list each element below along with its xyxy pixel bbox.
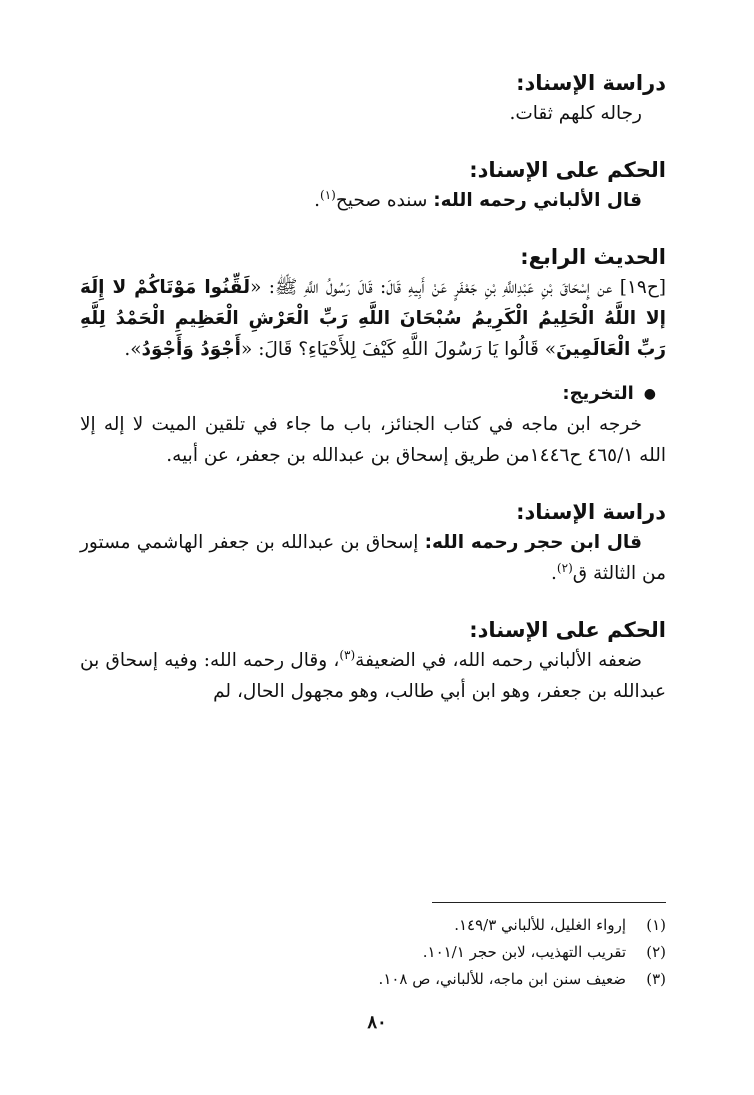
- ruling-end: .: [314, 190, 320, 211]
- footnote-number: (٢): [646, 943, 666, 961]
- albani-weak-text-1: ضعفه الألباني رحمه الله، في الضعيفة: [355, 650, 642, 671]
- section-heading-isnad-ruling-2: الحكم على الإسناد:: [469, 618, 666, 642]
- bullet-icon: ●: [643, 386, 656, 402]
- footnote-ref-1: (١): [320, 187, 336, 202]
- isnad-study-text: رجاله كلهم ثقات.: [509, 103, 642, 124]
- footnote-item: [80, 912, 666, 939]
- isnad-ruling-paragraph: [80, 185, 666, 216]
- footnotes: [80, 912, 666, 993]
- ibn-hajar-paragraph: [80, 527, 666, 589]
- footnote-text: ضعيف سنن ابن ماجه، للألباني، ص ١٠٨.: [378, 970, 626, 988]
- section-heading-takhrij: التخريج:: [562, 383, 634, 404]
- hadith-matn-1: لَقِّنُوا مَوْتَاكُمْ لا إِلَهَ إلا اللَّهُ الْحَلِيمُ الْكَرِيمُ سُبْحَانَ اللَّهِ رَبِّ الْعَرْشِ الْعَظِيمِ الْحَمْدُ لِلَّهِ رَبِّ الْعَالَمِينَ: [80, 277, 666, 360]
- albani-weak-text-2: ، وقال رحمه الله: وفيه إسحاق بن عبدالله بن جعفر، وهو ابن أبي طالب، وهو مجهول الحال، لم: [80, 650, 666, 702]
- footnote-number: (١): [646, 916, 666, 934]
- footnote-ref-2: (٢): [556, 560, 573, 575]
- hadith-chain: [ح١٩] عن إِسْحَاقَ بْنِ عَبْدِاللَّهِ بْنِ جَعْفَرٍ عَنْ أَبِيهِ قَالَ: قَالَ رَسُولُ اللَّهِ ﷺ: «: [250, 277, 666, 298]
- albani-quote-intro: قال الألباني رحمه الله:: [433, 190, 642, 211]
- hadith-question: » قَالُوا يَا رَسُولَ اللَّهِ كَيْفَ لِلأَحْيَاءِ؟ قَالَ: «: [241, 339, 557, 360]
- ibn-hajar-end: .: [551, 563, 557, 584]
- ibn-hajar-intro: قال ابن حجر رحمه الله:: [424, 532, 642, 553]
- page-number: ٨٠: [367, 1012, 387, 1033]
- footnote-item: [80, 966, 666, 993]
- page-body: [80, 68, 666, 707]
- footnote-ref-3: (٣): [339, 647, 356, 662]
- footnote-number: (٣): [646, 970, 666, 988]
- hadith-end: ».: [124, 339, 142, 360]
- ibn-hajar-text: إسحاق بن عبدالله بن جعفر الهاشمي مستور من الثالثة ق: [80, 532, 666, 584]
- albani-weak-paragraph: [80, 645, 666, 707]
- section-heading-isnad-ruling: الحكم على الإسناد:: [469, 158, 666, 182]
- footnote-text: تقريب التهذيب، لابن حجر ١٠١/١.: [422, 943, 626, 961]
- hadith-matn-2: أَجْوَدُ وَأَجْوَدُ: [141, 339, 241, 360]
- footnote-divider: [432, 902, 666, 903]
- footnote-item: [80, 939, 666, 966]
- section-heading-isnad-study-2: دراسة الإسناد:: [516, 500, 666, 524]
- section-heading-isnad-study: دراسة الإسناد:: [516, 71, 666, 95]
- takhrij-text: خرجه ابن ماجه في كتاب الجنائز، باب ما جاء في تلقين الميت لا إله إلا الله ٤٦٥/١ ح١٤٤٦من طريق إسحاق بن عبدالله بن جعفر، عن أبيه.: [80, 414, 666, 466]
- section-heading-fourth-hadith: الحديث الرابع:: [520, 245, 666, 269]
- takhrij-bullet-row: [80, 379, 666, 409]
- hadith-text: [80, 272, 666, 365]
- footnote-text: إرواء الغليل، للألباني ١٤٩/٣.: [454, 916, 626, 934]
- ruling-text: سنده صحيح: [335, 190, 434, 211]
